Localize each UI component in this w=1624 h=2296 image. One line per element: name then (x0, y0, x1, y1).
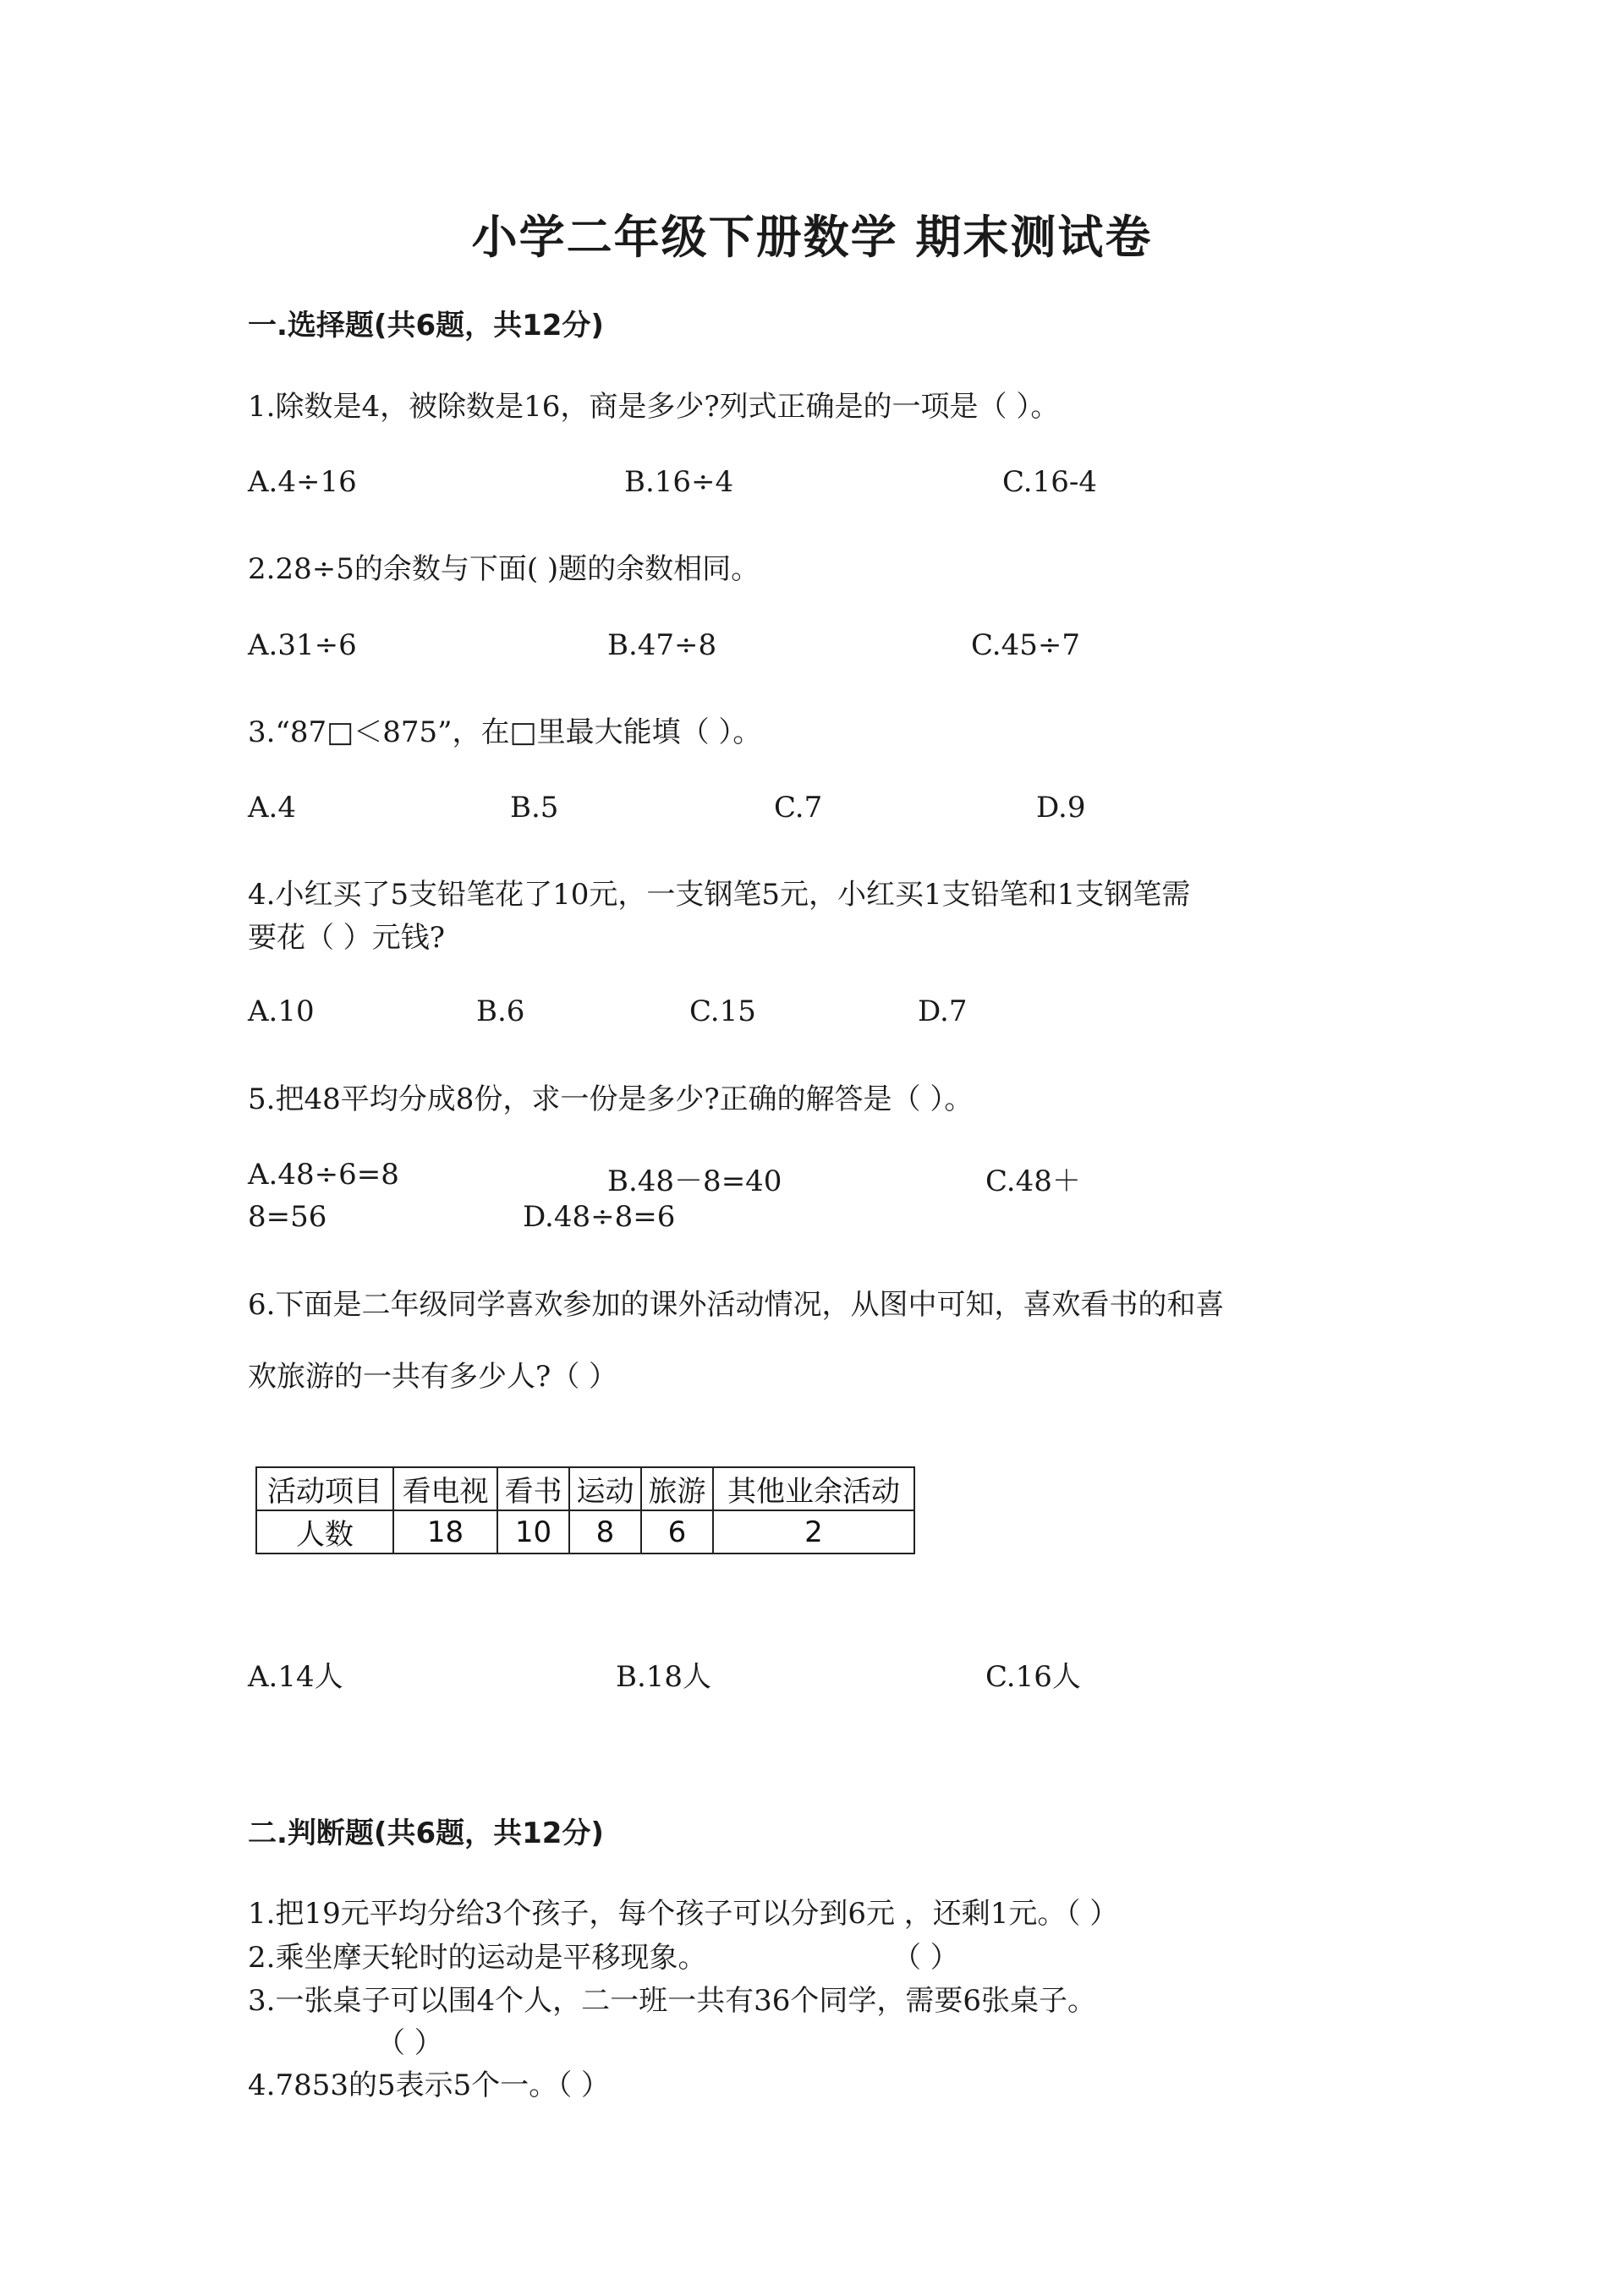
q4-option-d: D.7 (918, 995, 968, 1028)
q5-option-b: B.48－8=40 (607, 1164, 782, 1198)
q6-text-line2: 欢旅游的一共有多少人?（ ） (248, 1360, 618, 1394)
q1-text: 1.除数是4，被除数是16，商是多少?列式正确是的一项是（ ）。 (248, 390, 1060, 424)
table-cell: 2 (713, 1510, 914, 1553)
section1-heading: 一.选择题(共6题，共12分) (248, 309, 604, 342)
table-header-cell: 活动项目 (256, 1467, 393, 1510)
activity-table (255, 1466, 915, 1554)
q4-option-b: B.6 (476, 995, 525, 1028)
section2-heading: 二.判断题(共6题，共12分) (248, 1817, 604, 1850)
judge-q1: 1.把19元平均分给3个孩子，每个孩子可以分到6元 ，还剩1元。（ ） (248, 1897, 1119, 1931)
q5-option-d: D.48÷8=6 (523, 1200, 676, 1234)
q3-text: 3.“87□＜875”，在□里最大能填（ ）。 (248, 715, 762, 749)
table-header-cell: 其他业余活动 (713, 1467, 914, 1510)
q5-option-c-cont: 8=56 (248, 1200, 327, 1234)
judge-q2-paren: （ ） (892, 1941, 959, 1975)
q6-option-c: C.16人 (985, 1660, 1081, 1694)
q4-option-c: C.15 (689, 995, 756, 1028)
q6-text-line1: 6.下面是二年级同学喜欢参加的课外活动情况，从图中可知，喜欢看书的和喜 (248, 1288, 1225, 1322)
judge-q4: 4.7853的5表示5个一。（ ） (248, 2069, 611, 2102)
table-cell: 8 (569, 1510, 641, 1553)
exam-title: 小学二年级下册数学 期末测试卷 (471, 211, 1153, 264)
q4-text-line2: 要花（ ）元钱? (248, 921, 446, 955)
q3-option-a: A.4 (248, 791, 296, 825)
table-header-cell: 旅游 (641, 1467, 713, 1510)
q5-text: 5.把48平均分成8份，求一份是多少?正确的解答是（ ）。 (248, 1082, 974, 1116)
q2-option-c: C.45÷7 (971, 628, 1080, 662)
q5-option-a: A.48÷6=8 (248, 1158, 399, 1192)
q1-option-b: B.16÷4 (624, 465, 734, 499)
q2-option-a: A.31÷6 (248, 628, 357, 662)
q3-option-c: C.7 (774, 791, 823, 825)
table-header-cell: 看电视 (393, 1467, 497, 1510)
q6-option-b: B.18人 (616, 1660, 712, 1694)
table-header-cell: 看书 (497, 1467, 569, 1510)
q4-text-line1: 4.小红买了5支铅笔花了10元，一支钢笔5元，小红买1支铅笔和1支钢笔需 (248, 878, 1191, 912)
q1-option-c: C.16-4 (1002, 465, 1097, 499)
table-cell: 6 (641, 1510, 713, 1553)
q4-option-a: A.10 (248, 995, 315, 1028)
q2-option-b: B.47÷8 (607, 628, 717, 662)
table-cell: 18 (393, 1510, 497, 1553)
table-cell: 人数 (256, 1510, 393, 1553)
table-header-cell: 运动 (569, 1467, 641, 1510)
q5-option-c: C.48＋ (985, 1164, 1081, 1198)
judge-q2-text: 2.乘坐摩天轮时的运动是平移现象。 (248, 1941, 707, 1975)
q2-text: 2.28÷5的余数与下面( )题的余数相同。 (248, 552, 760, 586)
judge-q3-paren: （ ） (376, 2026, 443, 2060)
q6-option-a: A.14人 (248, 1660, 343, 1694)
q1-option-a: A.4÷16 (248, 465, 357, 499)
q3-option-d: D.9 (1036, 791, 1086, 825)
table-cell: 10 (497, 1510, 569, 1553)
judge-q3-text: 3.一张桌子可以围4个人，二一班一共有36个同学，需要6张桌子。 (248, 1984, 1096, 2018)
q3-option-b: B.5 (510, 791, 559, 825)
